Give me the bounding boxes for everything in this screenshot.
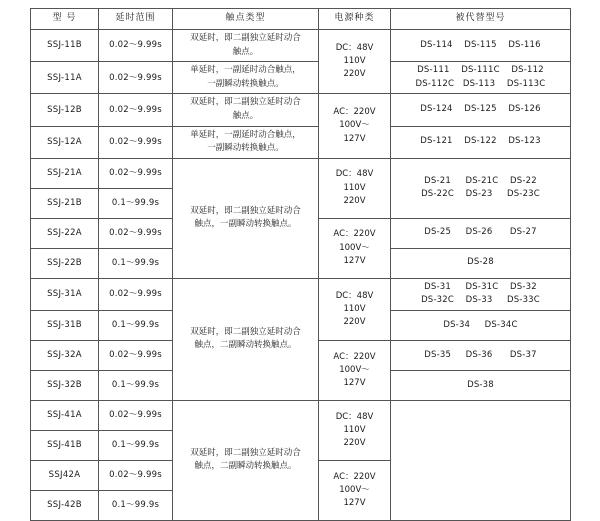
cell-power-type	[319, 158, 391, 218]
power-line: AC：220V	[333, 229, 376, 240]
cell-replaced-model	[391, 248, 571, 278]
cell-power-type	[319, 460, 391, 520]
cell-model: SSJ-12A	[31, 126, 99, 158]
cell-delay-range: 0.02～9.99s	[99, 218, 173, 248]
contact-line: 双延时，即二副独立延时动合	[190, 33, 301, 43]
replaced-model-line: DS-28	[467, 257, 494, 268]
replaced-model-line: DS-22C DS-23 DS-23C	[421, 189, 540, 200]
cell-delay-range: 0.1～99.9s	[99, 310, 173, 340]
cell-delay-range: 0.02～9.99s	[99, 460, 173, 490]
power-line: 110V	[343, 182, 366, 193]
cell-model: SSJ-22B	[31, 248, 99, 278]
table-row	[31, 158, 571, 188]
power-line: AC：220V	[333, 107, 376, 118]
table-row	[31, 278, 571, 310]
power-line: AC：220V	[333, 351, 376, 362]
cell-model: SSJ-31B	[31, 310, 99, 340]
header-contact-type: 触点类型	[173, 9, 319, 30]
cell-replaced-model	[391, 126, 571, 158]
replaced-model-line: DS-124 DS-125 DS-126	[420, 104, 541, 115]
cell-replaced-model	[391, 278, 571, 310]
contact-line: 触点，二副瞬动转换触点。	[194, 340, 297, 351]
cell-model: SSJ-22A	[31, 218, 99, 248]
power-line: 100V～	[339, 484, 370, 495]
cell-model: SSJ-41A	[31, 400, 99, 430]
contact-line: 双延时，即二副独立延时动合	[190, 326, 301, 337]
power-line: DC：48V	[335, 42, 374, 53]
table-row	[31, 94, 571, 126]
cell-replaced-model	[391, 158, 571, 218]
power-line: 110V	[343, 424, 366, 435]
table-row	[31, 126, 571, 158]
cell-model: SSJ-21B	[31, 188, 99, 218]
cell-power-type	[319, 400, 391, 460]
cell-model: SSJ-31A	[31, 278, 99, 310]
table-row	[31, 30, 571, 62]
cell-model: SSJ-11B	[31, 30, 99, 62]
replaced-model-line: DS-121 DS-122 DS-123	[420, 136, 541, 147]
cell-delay-range: 0.02～9.99s	[99, 94, 173, 126]
contact-line: 触点。	[232, 46, 259, 57]
cell-delay-range: 0.1～99.9s	[99, 490, 173, 520]
cell-delay-range: 0.02～9.99s	[99, 158, 173, 188]
power-line: 110V	[343, 303, 366, 314]
power-line: 100V～	[339, 242, 370, 253]
cell-model: SSJ-11A	[31, 62, 99, 94]
cell-power-type	[319, 278, 391, 340]
cell-power-type	[319, 218, 391, 278]
table-row	[31, 62, 571, 94]
power-line: 127V	[343, 378, 366, 389]
spec-sheet	[0, 8, 600, 511]
cell-replaced-model	[391, 62, 571, 94]
cell-delay-range: 0.02～9.99s	[99, 340, 173, 370]
cell-delay-range: 0.1～99.9s	[99, 248, 173, 278]
header-replaced-model: 被代替型号	[391, 9, 571, 30]
replaced-model-line: DS-112C DS-113 DS-113C	[415, 78, 546, 89]
replaced-model-line: DS-35 DS-36 DS-37	[424, 349, 537, 360]
cell-delay-range: 0.1～99.9s	[99, 370, 173, 400]
cell-model: SSJ-32B	[31, 370, 99, 400]
relay-spec-table	[30, 8, 571, 521]
cell-replaced-model	[391, 30, 571, 62]
replaced-model-line: DS-111 DS-111C DS-112	[417, 65, 544, 76]
table-row	[31, 400, 571, 430]
cell-replaced-model	[391, 310, 571, 340]
header-power-type: 电源种类	[319, 9, 391, 30]
contact-line: 触点，一副瞬动转换触点。	[194, 219, 297, 230]
contact-line: 双延时，即二副独立延时动合	[190, 205, 301, 216]
cell-model: SSJ-12B	[31, 94, 99, 126]
header-delay-range: 延时范围	[99, 9, 173, 30]
table-body	[31, 30, 571, 521]
power-line: DC：48V	[335, 290, 374, 301]
cell-delay-range: 0.02～9.99s	[99, 30, 173, 62]
cell-replaced-model	[391, 94, 571, 126]
power-line: 127V	[343, 498, 366, 509]
cell-delay-range: 0.02～9.99s	[99, 400, 173, 430]
contact-line: 单延时，一副延时动合触点，	[190, 65, 301, 76]
replaced-model-line: DS-34 DS-34C	[443, 319, 518, 330]
cell-contact-type	[173, 278, 319, 400]
cell-power-type	[319, 340, 391, 400]
power-line: 127V	[343, 255, 366, 266]
power-line: DC：48V	[335, 411, 374, 422]
cell-model: SSJ-21A	[31, 158, 99, 188]
table-header	[31, 9, 571, 30]
contact-line: 触点。	[232, 110, 259, 121]
cell-replaced-model	[391, 340, 571, 370]
cell-power-type	[319, 30, 391, 94]
power-line: 220V	[343, 69, 366, 80]
cell-replaced-model	[391, 370, 571, 400]
power-line: 220V	[343, 438, 366, 449]
cell-contact-type	[173, 30, 319, 62]
contact-line: 一副瞬动转换触点。	[207, 78, 284, 89]
cell-model: SSJ-41B	[31, 430, 99, 460]
cell-contact-type	[173, 62, 319, 94]
cell-model: SSJ-32A	[31, 340, 99, 370]
replaced-model-line: DS-31 DS-31C DS-32	[424, 281, 537, 292]
contact-line: 双延时，即二副独立延时动合	[190, 97, 301, 108]
contact-line: 单延时，一副延时动合触点，	[190, 129, 301, 140]
power-line: 100V～	[339, 364, 370, 375]
header-row	[31, 9, 571, 30]
power-line: 220V	[343, 195, 366, 206]
contact-line: 触点，二副瞬动转换触点。	[194, 461, 297, 472]
power-line: 110V	[343, 56, 366, 67]
power-line: 220V	[343, 316, 366, 327]
cell-model: SSJ-42B	[31, 490, 99, 520]
cell-delay-range: 0.1～99.9s	[99, 188, 173, 218]
cell-model: SSJ42A	[31, 460, 99, 490]
cell-contact-type	[173, 126, 319, 158]
cell-replaced-model	[391, 218, 571, 248]
contact-line: 一副瞬动转换触点。	[207, 143, 284, 154]
cell-power-type	[319, 94, 391, 158]
power-line: 100V～	[339, 120, 370, 131]
replaced-model-line: DS-38	[467, 379, 494, 390]
cell-delay-range: 0.1～99.9s	[99, 430, 173, 460]
cell-contact-type	[173, 400, 319, 520]
power-line: 127V	[343, 133, 366, 144]
header-model: 型 号	[31, 9, 99, 30]
cell-replaced-model	[391, 400, 571, 520]
cell-contact-type	[173, 94, 319, 126]
power-line: DC：48V	[335, 169, 374, 180]
power-line: AC：220V	[333, 471, 376, 482]
replaced-model-line: DS-25 DS-26 DS-27	[424, 227, 537, 238]
replaced-model-line: DS-21 DS-21C DS-22	[424, 175, 537, 186]
cell-delay-range: 0.02～9.99s	[99, 126, 173, 158]
cell-delay-range: 0.02～9.99s	[99, 278, 173, 310]
cell-contact-type	[173, 158, 319, 278]
cell-delay-range: 0.02～9.99s	[99, 62, 173, 94]
replaced-model-line: DS-114 DS-115 DS-116	[420, 39, 541, 50]
contact-line: 双延时，即二副独立延时动合	[190, 447, 301, 458]
replaced-model-line: DS-32C DS-33 DS-33C	[421, 295, 540, 306]
